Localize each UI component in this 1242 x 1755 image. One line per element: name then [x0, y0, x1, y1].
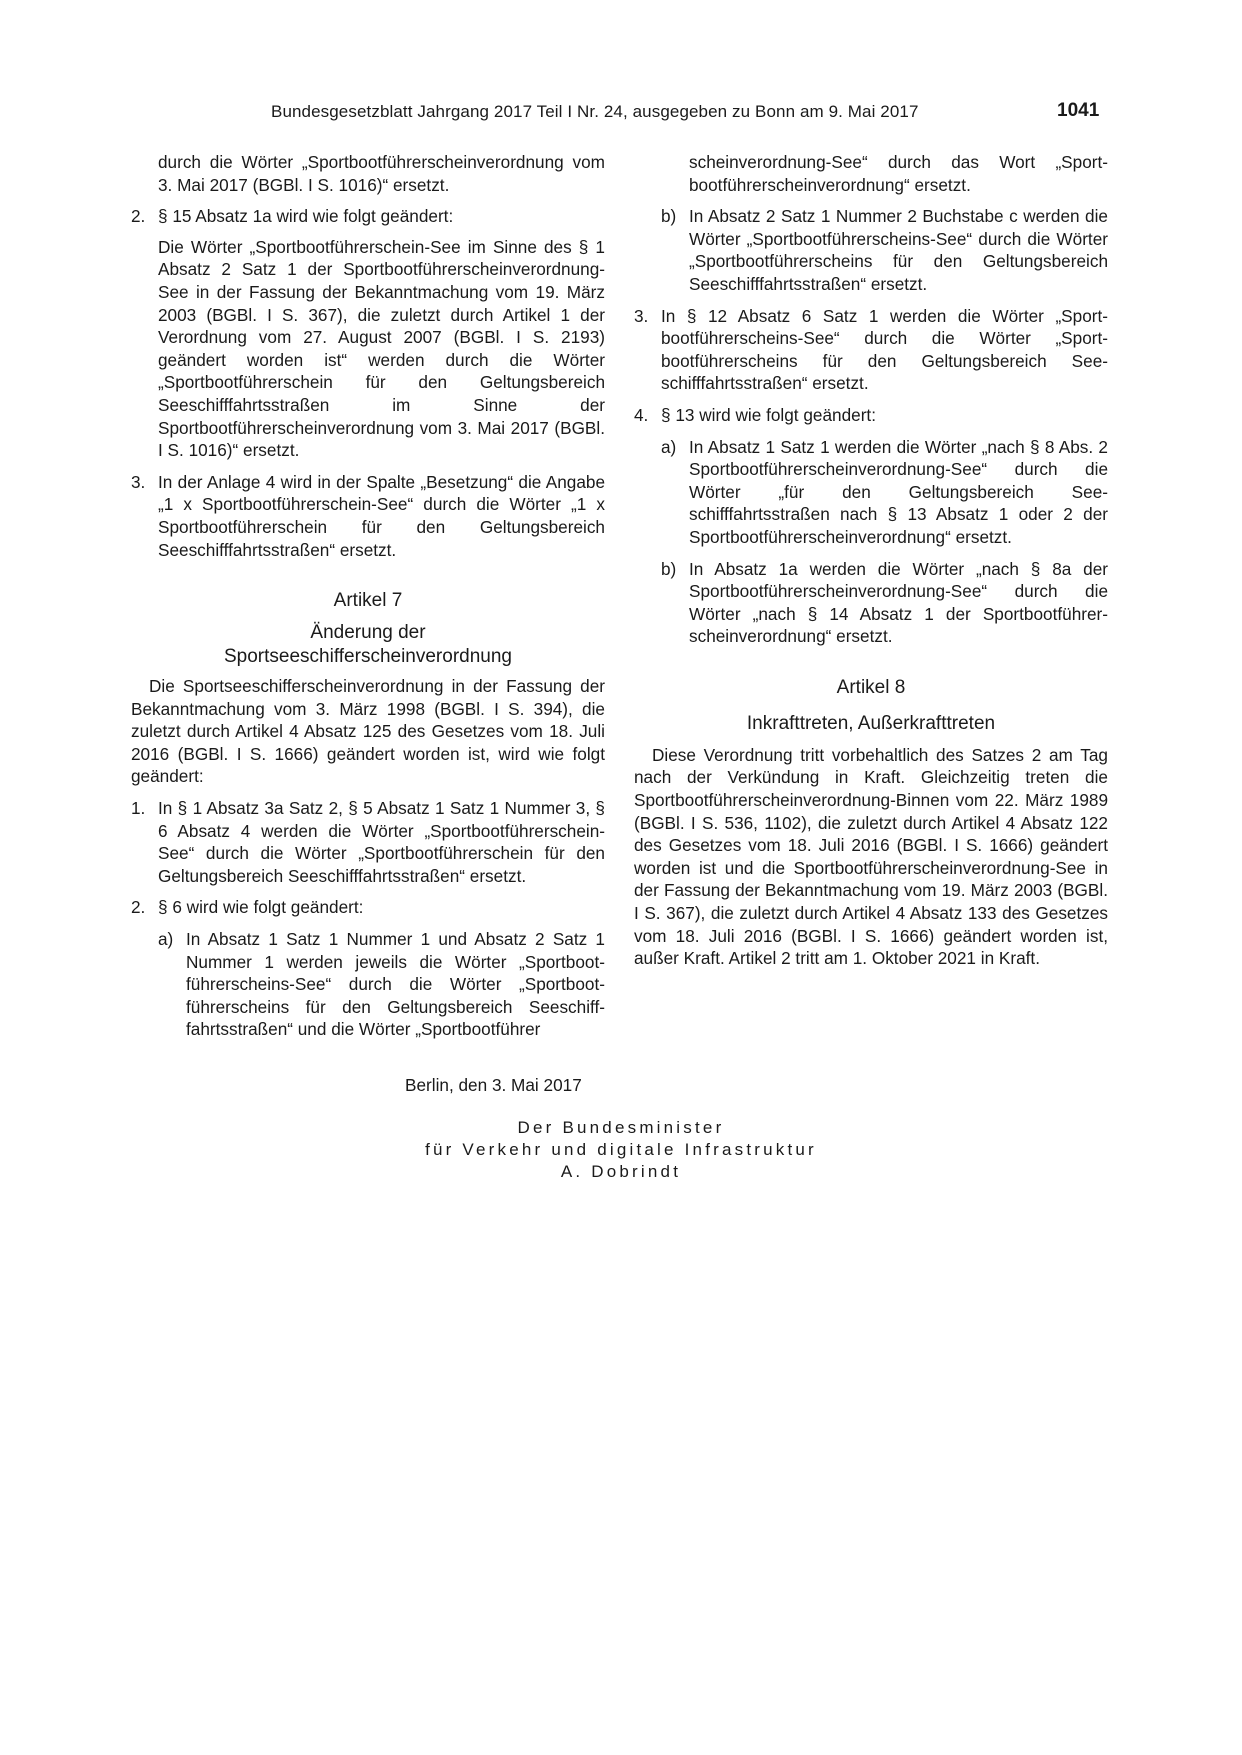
item-text: In der Anlage 4 wird in der Spalte „Besetzung“ die Angabe „1 x Sportbootführerschein-See“ durch die Wörter „1 x Sportbootführerschein für den Geltungsbereich Seeschifffahrtsstraßen“ ersetzt. [158, 471, 605, 560]
sub-item-text: In Absatz 1 Satz 1 Nummer 1 und Absatz 2 Satz 1 Nummer 1 werden jeweils die Wörter „Sportbootführerscheins-See“ durch die Wörter „Sportbootführerscheins für den Geltungsbereich Seeschifffahrtsstraßen“ und die Wörter „Sportbootführer [186, 929, 605, 1040]
list-item [131, 205, 605, 462]
item-number: 1. [131, 798, 146, 819]
right-column [634, 151, 1108, 970]
place-date: Berlin, den 3. Mai 2017 [405, 1075, 582, 1095]
item-text: § 13 wird wie folgt geändert: [661, 404, 876, 425]
page-number: 1041 [1057, 100, 1100, 121]
article-heading: Artikel 7 [333, 590, 403, 612]
gazette-title: Bundesgesetzblatt Jahrgang 2017 Teil I Nr. 24, ausgegeben zu Bonn am 9. Mai 2017 [271, 102, 919, 121]
item-text: Die Wörter „Sportbootführerschein-See im Sinne des § 1 Absatz 2 Satz 1 der Sportbootführerscheinverordnung-See in der Fassung der Bekanntmachung vom 19. März 2003 (BGBl. I S. 367), die zuletzt durch Artikel 1 der Verordnung vom 27. August 2007 (BGBl. I S. 2193) geändert worden ist“ werden durch die Wörter „Sportbootführerschein für den Geltungsbereich Seeschifffahrtsstraßen im Sinne der Sportbootführerscheinverordnung vom 3. Mai 2017 (BGBl. I S. 1016)“ ersetzt. [158, 236, 605, 461]
page-header [0, 102, 1242, 128]
sub-item-letter: a) [158, 929, 174, 950]
left-column [131, 151, 605, 1041]
sub-item [661, 558, 1108, 648]
sub-item-text: In Absatz 1a werden die Wörter „nach § 8a der Sportbootführerscheinverordnung-See“ durch die Wörter „nach § 14 Absatz 1 der Sportbootführerscheinverordnung“ ersetzt. [689, 558, 1108, 647]
article-text: Diese Verordnung tritt vorbehaltlich des Satzes 2 am Tag nach der Verkündung in Kraft. Gleichzeitig treten die Sportbootführerscheinverordnung-Binnen vom 22. März 1989 (BGBl. I S. 536, 1102), die zuletzt durch Artikel 4 Absatz 122 des Gesetzes vom 18. Juli 2016 (BGBl. I S. 1666) geändert worden ist und die Sportbootführerscheinverordnung-See in der Fassung der Bekanntmachung vom 19. März 2003 (BGBl. I S. 367), die zuletzt durch Artikel 4 Absatz 133 des Gesetzes vom 18. Juli 2016 (BGBl. I S. 1666) geändert worden ist, außer Kraft. Artikel 2 tritt am 1. Oktober 2021 in Kraft. [634, 744, 1108, 969]
item-number: 2. [131, 206, 146, 227]
sub-item-letter: a) [661, 436, 677, 457]
list-item [131, 471, 605, 561]
sub-item [661, 436, 1108, 549]
list-item [131, 896, 605, 1041]
continuation-paragraph: durch die Wörter „Sportbootführerscheinverordnung vom 3. Mai 2017 (BGBl. I S. 1016)“ ersetzt. [158, 152, 605, 195]
item-number: 3. [131, 471, 146, 492]
list-item [131, 797, 605, 887]
list-item [634, 305, 1108, 395]
article-heading: Artikel 8 [836, 676, 906, 698]
item-number: 3. [634, 305, 649, 326]
sub-item [661, 205, 1108, 295]
sub-item [158, 928, 605, 1041]
signature-title: Der Bundesminister [517, 1118, 725, 1137]
list-item [634, 404, 1108, 648]
sub-item-letter: b) [661, 558, 677, 579]
signature-name: A. Dobrindt [560, 1162, 682, 1181]
article-title-line: Sportseeschifferscheinverordnung [224, 646, 512, 668]
item-text: In § 12 Absatz 6 Satz 1 werden die Wörter „Sportbootführerscheins-See“ durch die Wörter „Sportbootführerscheins für den Geltungsbereich Seeschifffahrtsstraßen“ ersetzt. [661, 305, 1108, 394]
signature-ministry: für Verkehr und digitale Infrastruktur [425, 1140, 817, 1159]
item-text: In § 1 Absatz 3a Satz 2, § 5 Absatz 1 Satz 1 Nummer 3, § 6 Absatz 4 werden die Wörter „Sportbootführerschein-See“ durch die Wörter „Sportbootführerschein für den Geltungsbereich Seeschifffahrtsstraßen“ ersetzt. [158, 798, 605, 886]
sub-item-text: In Absatz 2 Satz 1 Nummer 2 Buchstabe c werden die Wörter „Sportbootführerscheins-See“ durch die Wörter „Sportbootführerscheins für den Geltungsbereich Seeschifffahrtsstraßen“ ersetzt. [689, 206, 1108, 294]
item-number: 4. [634, 404, 649, 425]
item-text: § 6 wird wie folgt geändert: [158, 897, 364, 918]
article-intro: Die Sportseeschifferscheinverordnung in der Fassung der Bekanntmachung vom 3. März 1998 (BGBl. I S. 394), die zuletzt durch Artikel 4 Absatz 125 des Gesetzes vom 18. Juli 2016 (BGBl. I S. 1666) geändert worden ist, wird wie folgt geändert: [131, 676, 605, 787]
sub-item-letter: b) [661, 206, 677, 227]
article-title: Inkrafttreten, Außerkrafttreten [746, 712, 996, 734]
item-text: § 15 Absatz 1a wird wie folgt geändert: [158, 206, 454, 227]
article-title [131, 621, 605, 669]
continuation-paragraph: scheinverordnung-See“ durch das Wort „Sportbootführerscheinverordnung“ ersetzt. [689, 152, 1108, 195]
sub-item-text: In Absatz 1 Satz 1 werden die Wörter „nach § 8 Abs. 2 Sportbootführerscheinverordnung-See“ durch die Wörter „für den Geltungsbereich Seeschifffahrtsstraßen nach § 13 Absatz 1 oder 2 der Sportbootführerscheinverordnung“ ersetzt. [689, 436, 1108, 547]
item-number: 2. [131, 897, 146, 918]
article-title-line: Änderung der [310, 622, 426, 644]
